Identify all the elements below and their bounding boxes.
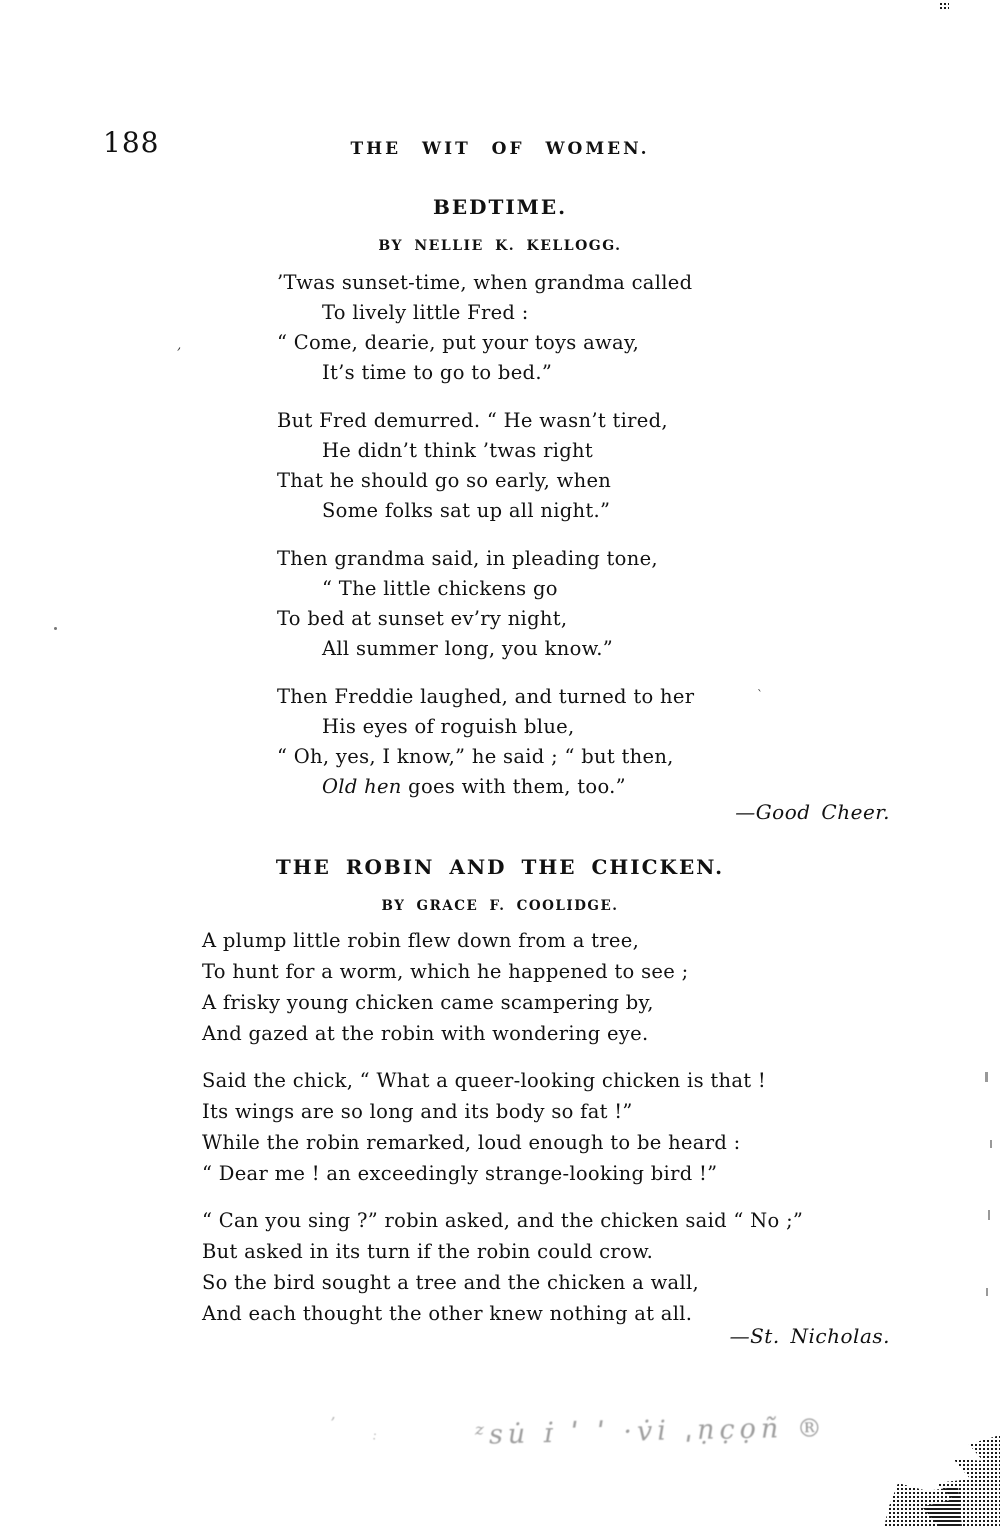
poem-line: It’s time to go to bed.” [322,361,553,384]
poem-body-bedtime [277,268,694,820]
poem-line: Then Freddie laughed, and turned to her [277,685,695,708]
scan-speck: ‚ [177,338,182,353]
poem-line: To lively little Fred : [322,301,529,324]
stanza [277,406,694,526]
scan-speck: ˋ [757,688,763,702]
watermark-fragment: ʼ [330,1414,335,1432]
poem-line: ’Twas sunset-time, when grandma called [277,271,693,294]
scan-speck [990,1140,992,1148]
stanza [202,925,803,1049]
stanza [277,544,694,664]
watermark-fragment: ˸ [372,1431,377,1446]
scan-speck [939,2,949,11]
poem-line: He didn’t think ’twas right [322,439,594,462]
registered-mark-icon: ® [796,1413,828,1443]
poem-line: A frisky young chicken came scampering by, [202,991,654,1014]
stanza [277,268,694,388]
poem-line: A plump little robin flew down from a tree, [202,929,640,952]
stanza [202,1065,803,1189]
poem-line: While the robin remarked, loud enough to be heard : [202,1131,741,1154]
poem-attribution-st-nicholas: —St. Nicholas. [729,1324,890,1348]
watermark-text: ᶻsu̇ ɪ̇ ˈ ˈ ·v̇i ˌṇc̣ọñ [474,1413,784,1451]
poem-line: “ Dear me ! an exceedingly strange-looking bird !” [202,1162,718,1185]
poem-attribution-good-cheer: —Good Cheer. [735,800,890,824]
stanza [277,682,694,802]
poem-title-robin-and-chicken: THE ROBIN AND THE CHICKEN. [275,855,725,879]
poem-line: To bed at sunset ev’ry night, [277,607,568,630]
poem-line: To hunt for a worm, which he happened to see ; [202,960,689,983]
page-number: 188 [103,126,160,159]
poem-line: But asked in its turn if the robin could crow. [202,1240,654,1263]
poem-line: His eyes of roguish blue, [322,715,575,738]
poem-title-bedtime: BEDTIME. [432,195,568,219]
poem-line: Its wings are so long and its body so fat !” [202,1100,633,1123]
poem-line: And gazed at the robin with wondering eye. [202,1022,649,1045]
poem-byline-kellogg: BY NELLIE K. KELLOGG. [378,238,622,254]
poem-line: “ Can you sing ?” robin asked, and the chicken said “ No ;” [202,1209,804,1232]
watermark-fragment [475,1412,827,1450]
poem-line: “ The little chickens go [322,577,558,600]
scan-noise-blob [884,1483,962,1527]
stanza [202,1205,803,1329]
poem-line: And each thought the other knew nothing at all. [202,1302,693,1325]
poem-line: That he should go so early, when [277,469,612,492]
poem-line: “ Oh, yes, I know,” he said ; “ but then, [277,745,674,768]
poem-line: “ Come, dearie, put your toys away, [277,331,640,354]
poem-line: Some folks sat up all night.” [322,499,611,522]
scan-speck [986,1288,988,1296]
poem-byline-coolidge: BY GRACE F. COOLIDGE. [381,898,619,914]
poem-line: Then grandma said, in pleading tone, [277,547,658,570]
scan-speck [54,627,57,630]
running-head: THE WIT OF WOMEN. [350,139,650,159]
poem-line: All summer long, you know.” [322,637,614,660]
poem-body-robin-and-chicken [202,925,803,1345]
poem-line: But Fred demurred. “ He wasn’t tired, [277,409,668,432]
scan-speck [988,1210,990,1220]
scan-speck [985,1072,988,1082]
poem-line: So the bird sought a tree and the chicken a wall, [202,1271,700,1294]
poem-line: Old hen goes with them, too.” [322,775,626,798]
poem-line: Said the chick, “ What a queer-looking chicken is that ! [202,1069,767,1092]
